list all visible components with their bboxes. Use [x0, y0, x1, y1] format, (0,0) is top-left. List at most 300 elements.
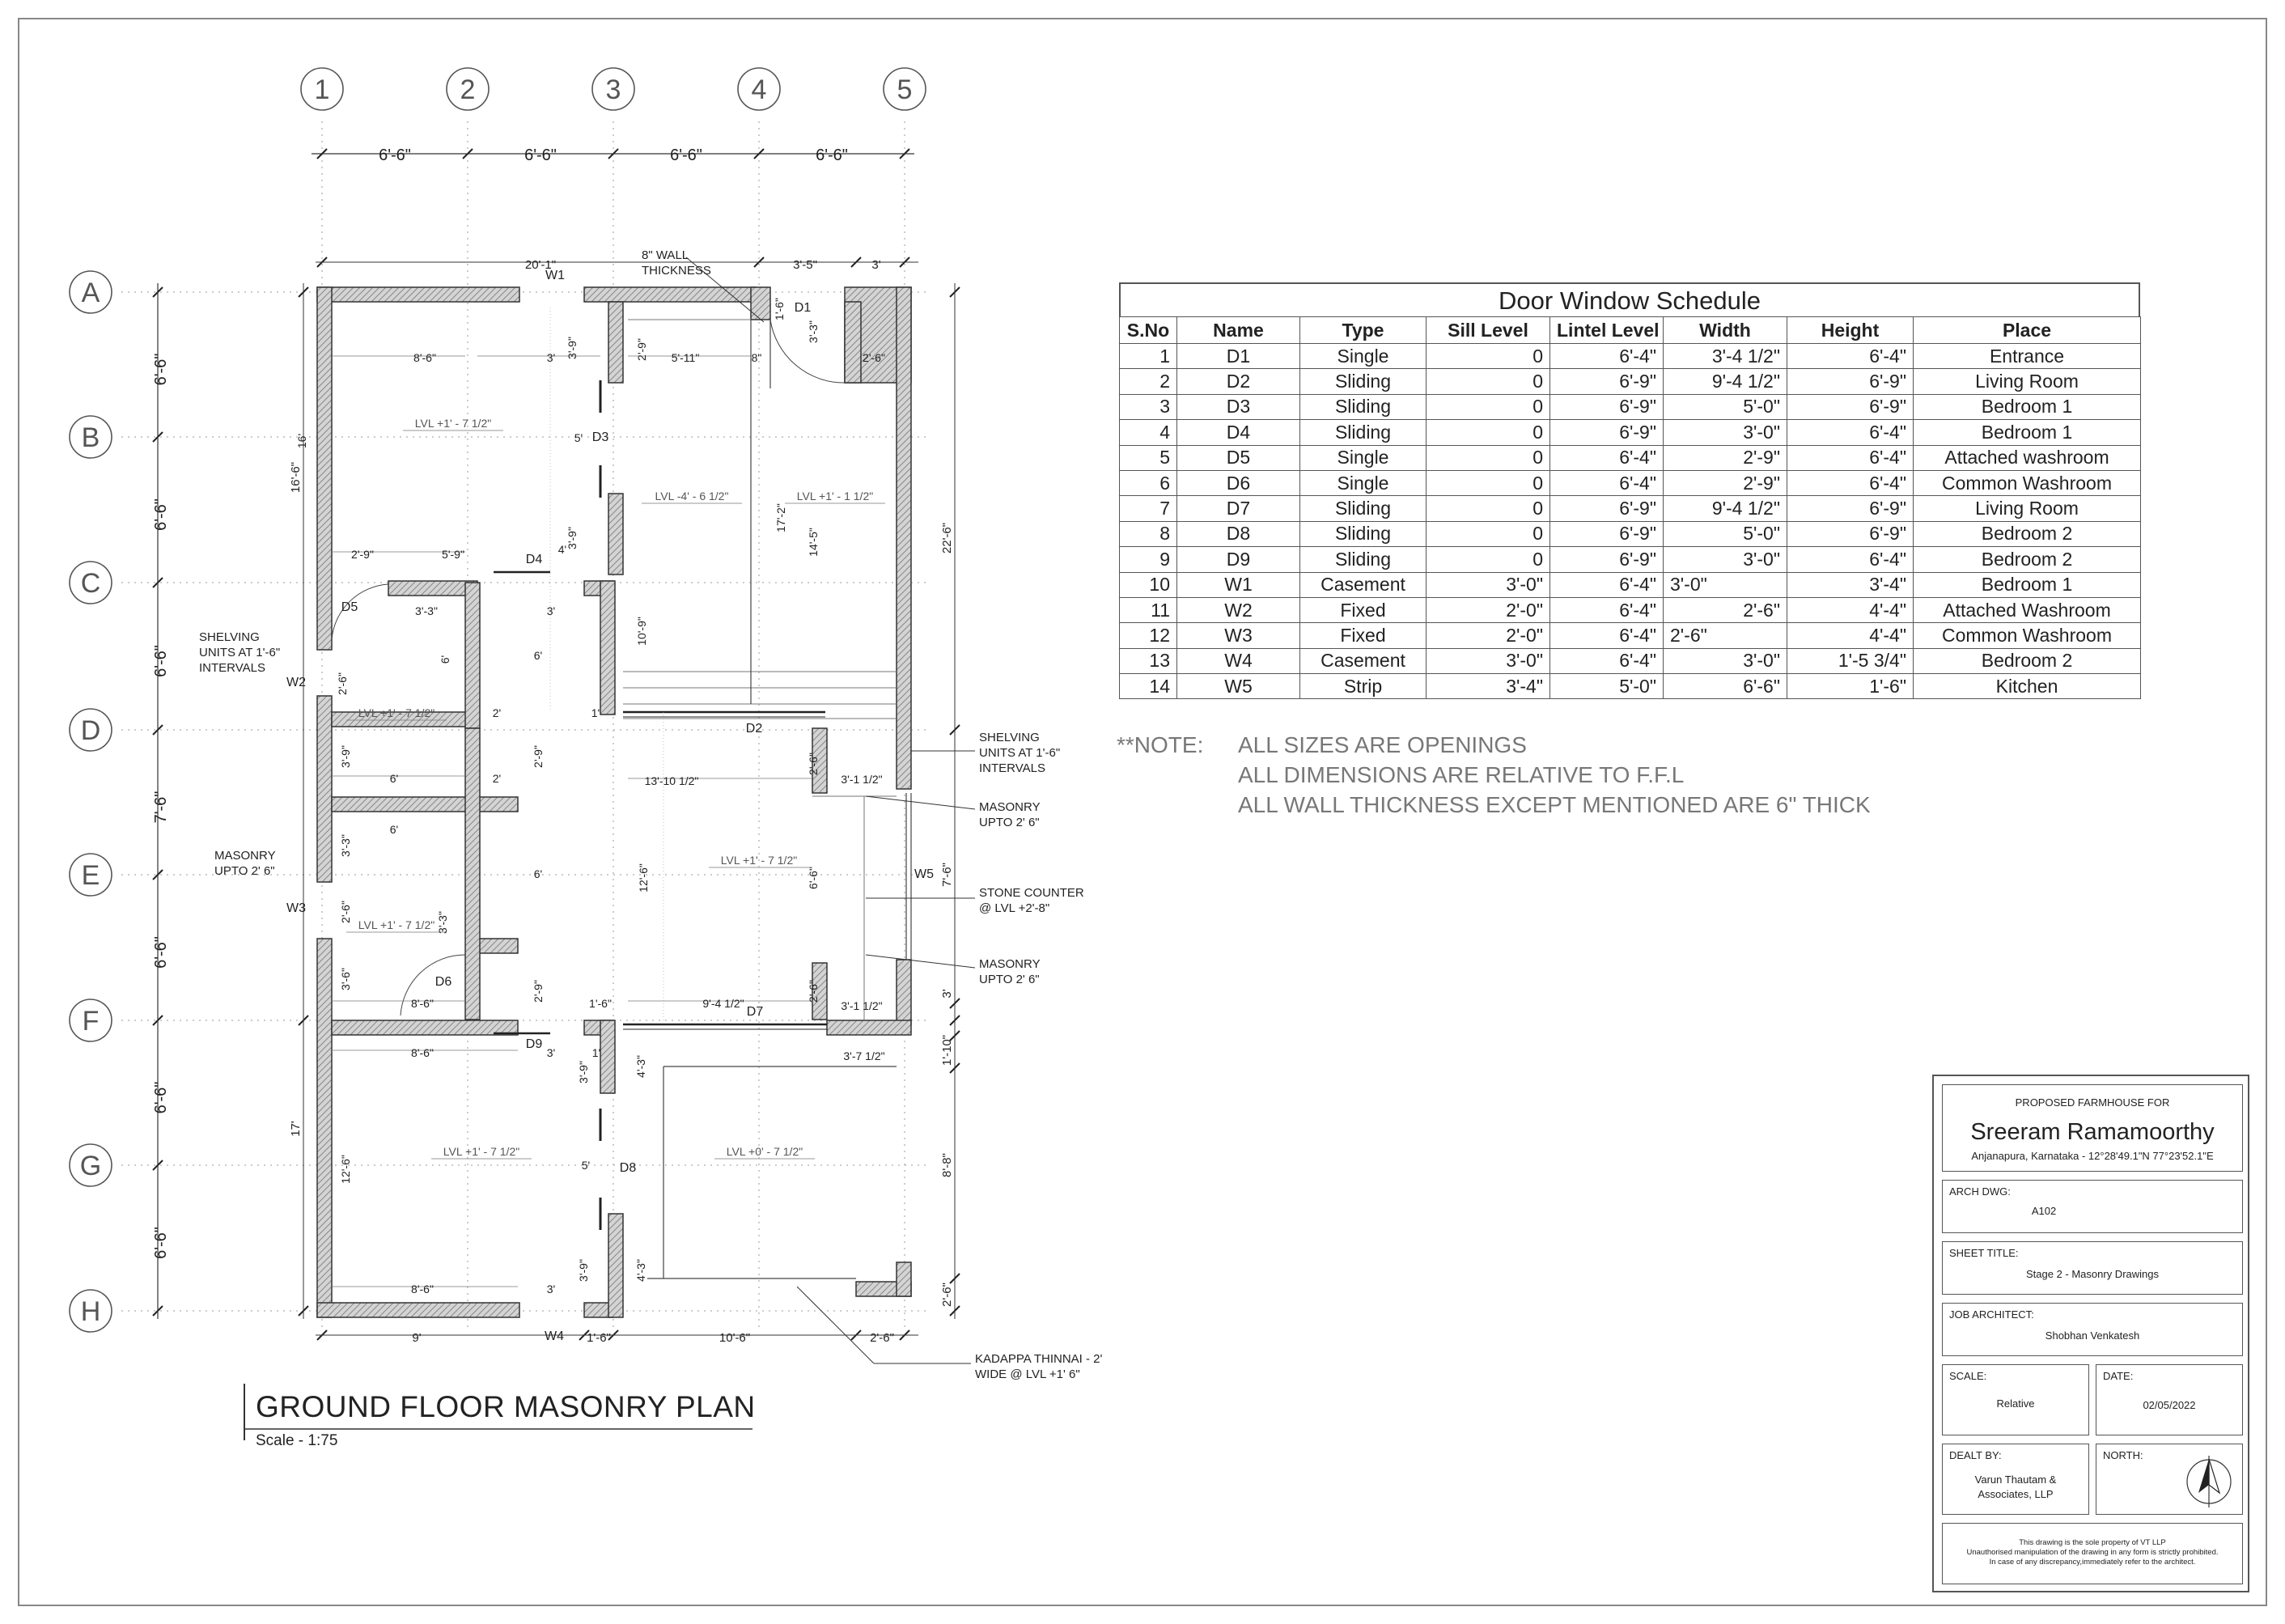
schedule-cell: Single [1300, 470, 1427, 495]
dealt-by-label: DEALT BY: [1949, 1449, 2002, 1461]
dimension-label: 6' [389, 823, 399, 836]
schedule-cell: D6 [1177, 470, 1300, 495]
opening-tag: D3 [591, 430, 609, 444]
schedule-cell: 1'-5 3/4" [1787, 648, 1914, 673]
callout-shelving-right: INTERVALS [979, 761, 1045, 775]
wall-segment [317, 1303, 519, 1317]
schedule-column-header: Place [1914, 317, 2141, 344]
plan-label: 16'-6" [289, 461, 303, 494]
wall-segment [332, 797, 518, 812]
schedule-cell: 0 [1427, 394, 1550, 419]
schedule-row [1120, 597, 2141, 622]
dimension-label: 3'-9" [577, 1259, 590, 1282]
callout-wall-thickness: THICKNESS [642, 264, 711, 278]
schedule-cell: 6'-9" [1787, 369, 1914, 394]
wall-segment [600, 581, 615, 714]
grid-row-label: A [81, 278, 100, 308]
schedule-cell: 6'-9" [1550, 369, 1664, 394]
disclaimer-line3: In case of any discrepancy,immediately refer to the architect. [1989, 1558, 2196, 1567]
project-location: Anjanapura, Karnataka - 12°28'49.1"N 77°23'52.1"E [1971, 1150, 2214, 1162]
schedule-cell: 6'-4" [1550, 623, 1664, 648]
schedule-cell: 6'-9" [1787, 394, 1914, 419]
plan-annotations [152, 146, 1102, 1381]
schedule-cell: 3'-0" [1427, 572, 1550, 597]
scale-value: Relative [1996, 1397, 2035, 1410]
callout-kadappa: KADAPPA THINNAI - 2' [975, 1352, 1103, 1366]
schedule-cell: 6'-4" [1787, 547, 1914, 572]
sheet-title-value: Stage 2 - Masonry Drawings [2025, 1268, 2159, 1280]
schedule-cell: 3'-4 1/2" [1664, 344, 1787, 369]
wall-segment [388, 581, 477, 596]
plan-label: 3' [871, 258, 881, 272]
wall-segment [317, 287, 332, 650]
opening-tag: D8 [619, 1161, 637, 1175]
level-tag: LVL -4' - 6 1/2" [655, 490, 729, 502]
note-line: ALL WALL THICKNESS EXCEPT MENTIONED ARE 6" THICK [1238, 792, 1871, 817]
opening-tag: D4 [525, 553, 543, 566]
schedule-cell: Bedroom 1 [1914, 572, 2141, 597]
schedule-cell: 6'-4" [1550, 648, 1664, 673]
grid-spacing-label: 6'-6" [152, 353, 170, 386]
schedule-row [1120, 572, 2141, 597]
grid-spacing-label: 6'-6" [816, 146, 848, 164]
schedule-cell: D2 [1177, 369, 1300, 394]
grid-spacing-label: 6'-6" [152, 936, 170, 969]
wall-segment [608, 302, 623, 383]
wall-segment [827, 1020, 911, 1035]
wall-segment [584, 287, 756, 302]
schedule-column-header: Sill Level [1427, 317, 1550, 344]
grid-spacing-label: 6'-6" [524, 146, 557, 164]
schedule-column-header: Type [1300, 317, 1427, 344]
schedule-row [1120, 521, 2141, 546]
dimension-label: 3'-1 1/2" [841, 999, 883, 1012]
schedule-cell: W5 [1177, 674, 1300, 699]
schedule-title: Door Window Schedule [1119, 282, 2140, 316]
dimension-label: 5'-11" [671, 351, 700, 364]
schedule-cell: Bedroom 2 [1914, 547, 2141, 572]
wall-segment [317, 696, 332, 882]
schedule-cell: 2'-0" [1427, 597, 1550, 622]
grid-column-label: 3 [605, 74, 621, 105]
grid-spacing-label: 6'-6" [152, 1227, 170, 1259]
scale-box [1942, 1364, 2089, 1435]
north-box [2096, 1444, 2243, 1515]
grid-spacing-label: 6'-6" [670, 146, 702, 164]
schedule-cell: 3'-0" [1664, 572, 1787, 597]
callout-shelving-right: SHELVING [979, 731, 1040, 744]
grid-spacing-label: 6'-6" [152, 498, 170, 531]
grid-row-label: B [81, 422, 100, 453]
opening-tag: D7 [746, 1005, 764, 1019]
schedule-cell: D7 [1177, 496, 1300, 521]
scale-label: SCALE: [1949, 1370, 1987, 1382]
schedule-cell: 2'-0" [1427, 623, 1550, 648]
schedule-cell: Bedroom 1 [1914, 420, 2141, 445]
dimension-label: 17'-2" [774, 503, 787, 532]
schedule-cell: 0 [1427, 420, 1550, 445]
dealt-by-line1: Varun Thautam & [1974, 1473, 2057, 1486]
grid-column-label: 2 [460, 74, 476, 105]
dimension-label: 1' [591, 706, 600, 719]
plan-label: 9' [412, 1331, 422, 1345]
dimension-label: 3'-1 1/2" [841, 773, 883, 786]
dimension-label: 2'-9" [635, 338, 648, 361]
note-line: ALL DIMENSIONS ARE RELATIVE TO F.F.L [1238, 762, 1685, 787]
job-architect-value: Shobhan Venkatesh [2045, 1329, 2140, 1342]
schedule-cell: 9'-4 1/2" [1664, 496, 1787, 521]
schedule-cell: 9'-4 1/2" [1664, 369, 1787, 394]
callout-shelving-left: INTERVALS [199, 661, 265, 675]
plan-label: 3'-5" [793, 258, 817, 272]
project-proposed: PROPOSED FARMHOUSE FOR [2015, 1096, 2170, 1109]
dimension-label: 10'-9" [635, 617, 648, 646]
schedule-cell: 8 [1120, 521, 1177, 546]
callout-shelving-left: UNITS AT 1'-6" [199, 646, 281, 659]
schedule-cell: Fixed [1300, 597, 1427, 622]
dimension-label: 2'-6" [807, 753, 820, 775]
schedule-cell: 3 [1120, 394, 1177, 419]
arch-dwg-label: ARCH DWG: [1949, 1185, 2011, 1198]
door-window-schedule [1119, 282, 2140, 699]
schedule-cell: Strip [1300, 674, 1427, 699]
dimension-label: 3'-3" [436, 911, 449, 934]
dimension-label: 3'-3" [807, 320, 820, 343]
dimension-label: 8'-6" [411, 997, 434, 1010]
wall-segment [897, 287, 911, 789]
schedule-cell: 1 [1120, 344, 1177, 369]
plan-label: 2'-6" [940, 1283, 954, 1307]
north-arrow-icon [2181, 1451, 2237, 1509]
schedule-cell: 0 [1427, 547, 1550, 572]
plan-label: 2'-6" [870, 1331, 894, 1345]
dimension-label: 8'-6" [411, 1283, 434, 1295]
schedule-cell: 2'-6" [1664, 623, 1787, 648]
schedule-row [1120, 623, 2141, 648]
schedule-row [1120, 648, 2141, 673]
wall-segment [332, 1020, 518, 1035]
schedule-cell: 6'-4" [1787, 344, 1914, 369]
schedule-row [1120, 496, 2141, 521]
wall-segment [465, 583, 480, 728]
schedule-column-header: Height [1787, 317, 1914, 344]
schedule-cell: 6'-9" [1550, 394, 1664, 419]
schedule-cell: Kitchen [1914, 674, 2141, 699]
plan-label: 1'-6" [587, 1331, 611, 1345]
north-label: NORTH: [2103, 1449, 2143, 1461]
wall-segment [608, 494, 623, 575]
level-tag: LVL +0' - 7 1/2" [726, 1145, 803, 1158]
grid-row-label: G [79, 1151, 102, 1181]
grid-spacing-label: 6'-6" [152, 645, 170, 677]
job-architect-box [1942, 1303, 2243, 1356]
schedule-row [1120, 394, 2141, 419]
disclaimer-line2: Unauthorised manipulation of the drawing in any form is strictly prohibited. [1966, 1548, 2219, 1557]
schedule-cell: W4 [1177, 648, 1300, 673]
dimension-label: 2'-6" [339, 901, 352, 923]
schedule-cell: Sliding [1300, 521, 1427, 546]
dimension-label: 6' [389, 772, 399, 785]
dimension-label: 6' [439, 655, 451, 664]
title-block [1932, 1075, 2249, 1592]
schedule-table [1119, 316, 2141, 699]
schedule-cell: 3'-4" [1787, 572, 1914, 597]
schedule-cell: Sliding [1300, 394, 1427, 419]
schedule-row [1120, 547, 2141, 572]
plan-label: 3' [940, 989, 954, 999]
schedule-cell: 3'-4" [1427, 674, 1550, 699]
plan-title-underline [235, 1384, 761, 1440]
dimension-label: 2'-6" [863, 351, 885, 364]
callout-shelving-right: UNITS AT 1'-6" [979, 746, 1061, 760]
arch-dwg-number: A102 [2031, 1205, 2057, 1217]
schedule-cell: 6'-9" [1550, 547, 1664, 572]
dimension-label: 8" [751, 351, 762, 364]
schedule-column-header: S.No [1120, 317, 1177, 344]
dimension-label: 12'-6" [637, 863, 650, 893]
grid-row-label: D [80, 715, 101, 746]
dimension-label: 3' [546, 1283, 556, 1295]
schedule-cell: W3 [1177, 623, 1300, 648]
client-name: Sreeram Ramamoorthy [1970, 1119, 2215, 1145]
schedule-cell: 3'-0" [1664, 420, 1787, 445]
dealt-by-box [1942, 1444, 2089, 1515]
dimension-label: 3'-9" [339, 745, 352, 768]
schedule-cell: Common Washroom [1914, 470, 2141, 495]
date-label: DATE: [2103, 1370, 2134, 1382]
schedule-cell: Single [1300, 445, 1427, 470]
wall-segment [317, 287, 519, 302]
grid-spacing-label: 6'-6" [379, 146, 411, 164]
schedule-cell: D3 [1177, 394, 1300, 419]
dimension-label: 1'-6" [773, 298, 786, 320]
callout-stone-counter: STONE COUNTER [979, 886, 1084, 900]
opening-tag: D1 [794, 301, 812, 315]
wall-segment [477, 939, 518, 953]
dimension-label: 9'-4 1/2" [702, 997, 744, 1010]
opening-tag: W4 [545, 1329, 564, 1343]
schedule-cell: Attached Washroom [1914, 597, 2141, 622]
callout-kadappa: WIDE @ LVL +1' 6" [975, 1367, 1080, 1381]
schedule-cell: Common Washroom [1914, 623, 2141, 648]
dimension-label: 2'-6" [807, 980, 820, 1003]
schedule-cell: 3'-0" [1664, 648, 1787, 673]
schedule-cell: 0 [1427, 470, 1550, 495]
level-tag: LVL +1' - 7 1/2" [358, 918, 435, 931]
schedule-column-header: Name [1177, 317, 1300, 344]
schedule-cell: Sliding [1300, 420, 1427, 445]
dimension-label: 3'-3" [339, 834, 352, 857]
level-tag: LVL +1' - 7 1/2" [414, 417, 492, 430]
schedule-cell: D9 [1177, 547, 1300, 572]
schedule-cell: Casement [1300, 572, 1427, 597]
schedule-cell: 0 [1427, 521, 1550, 546]
dimension-label: 2'-9" [532, 980, 545, 1003]
schedule-column-header: Width [1664, 317, 1787, 344]
plan-label: 20'-1" [524, 258, 557, 272]
schedule-cell: 6'-9" [1787, 521, 1914, 546]
schedule-cell: 6'-4" [1550, 470, 1664, 495]
dimension-label: 2'-9" [532, 745, 545, 768]
schedule-column-header: Lintel Level [1550, 317, 1664, 344]
dimension-label: 6' [533, 867, 543, 880]
schedule-cell: 6'-4" [1550, 597, 1664, 622]
schedule-cell: 6'-4" [1787, 470, 1914, 495]
plan-label: 22'-6" [940, 522, 954, 554]
dimension-label: 6'-6" [807, 867, 820, 889]
dimension-label: 3'-9" [566, 337, 579, 359]
opening-tag: W2 [286, 676, 306, 689]
schedule-cell: 2'-9" [1664, 445, 1787, 470]
schedule-cell: 6'-4" [1787, 420, 1914, 445]
schedule-cell: Living Room [1914, 496, 2141, 521]
dimension-label: 2' [492, 706, 502, 719]
schedule-cell: 6 [1120, 470, 1177, 495]
notes-label: **NOTE: [1117, 732, 1204, 757]
schedule-cell: Bedroom 2 [1914, 648, 2141, 673]
project-box [1942, 1084, 2243, 1172]
schedule-cell: 0 [1427, 369, 1550, 394]
schedule-cell: 2'-6" [1664, 597, 1787, 622]
plan-scale: Scale - 1:75 [256, 1432, 338, 1449]
schedule-cell: 6'-4" [1550, 572, 1664, 597]
opening-tag: D5 [341, 600, 358, 614]
schedule-cell: Living Room [1914, 369, 2141, 394]
job-architect-label: JOB ARCHITECT: [1949, 1308, 2034, 1321]
schedule-body [1120, 344, 2141, 699]
schedule-cell: D1 [1177, 344, 1300, 369]
callout-leader [797, 1287, 874, 1363]
masonry-walls [317, 287, 911, 1317]
schedule-cell: 6'-4" [1550, 445, 1664, 470]
dimension-label: 1'-6" [589, 997, 612, 1010]
opening-tag: W5 [914, 867, 934, 881]
dimension-label: 8'-6" [411, 1046, 434, 1059]
schedule-cell: 7 [1120, 496, 1177, 521]
schedule-cell: 2 [1120, 369, 1177, 394]
schedule-cell: D8 [1177, 521, 1300, 546]
plan-label: 7'-6" [940, 863, 954, 887]
schedule-cell: 5'-0" [1664, 394, 1787, 419]
callout-leader [866, 796, 975, 809]
opening-tag: D6 [435, 975, 452, 989]
dimension-label: 4'-3" [634, 1259, 647, 1282]
grid-column-label: 4 [751, 74, 767, 105]
arch-dwg-box [1942, 1180, 2243, 1233]
grid-row-label: H [80, 1296, 101, 1327]
grid-row-label: F [82, 1006, 100, 1037]
dimension-label: 3'-9" [577, 1061, 590, 1083]
dimension-label: 6' [533, 649, 543, 662]
dealt-by-line2: Associates, LLP [1978, 1488, 2054, 1500]
disclaimer-line1: This drawing is the sole property of VT LLP [2019, 1538, 2166, 1547]
schedule-row [1120, 470, 2141, 495]
plan-label: 10'-6" [719, 1331, 751, 1345]
sheet-title-label: SHEET TITLE: [1949, 1247, 2019, 1259]
schedule-cell: 0 [1427, 344, 1550, 369]
disclaimer-box [1942, 1523, 2243, 1584]
callout-stone-counter: @ LVL +2'-8" [979, 901, 1050, 915]
schedule-cell: W1 [1177, 572, 1300, 597]
schedule-cell: 13 [1120, 648, 1177, 673]
schedule-cell: 0 [1427, 496, 1550, 521]
level-tag: LVL +1' - 7 1/2" [443, 1145, 520, 1158]
callout-shelving-left: SHELVING [199, 630, 260, 644]
grid-row-label: E [81, 860, 100, 891]
schedule-cell: Casement [1300, 648, 1427, 673]
schedule-cell: 6'-9" [1787, 496, 1914, 521]
schedule-header-row [1120, 317, 2141, 344]
callout-masonry-left: UPTO 2' 6" [214, 864, 275, 878]
dimension-label: 3'-6" [339, 968, 352, 990]
schedule-row [1120, 369, 2141, 394]
schedule-cell: 5'-0" [1664, 521, 1787, 546]
callout-masonry-right: MASONRY [979, 957, 1041, 971]
dimension-label: 8'-6" [413, 351, 436, 364]
wall-segment [465, 728, 480, 1020]
door-swing-arc [332, 584, 388, 639]
date-value: 02/05/2022 [2143, 1399, 2196, 1411]
opening-tag: W1 [545, 269, 565, 282]
dimension-label: 2'-6" [336, 672, 349, 695]
schedule-cell: 5 [1120, 445, 1177, 470]
dimension-label: 16' [295, 433, 308, 449]
dimension-label: 5'-9" [442, 548, 464, 561]
schedule-cell: 1'-6" [1787, 674, 1914, 699]
schedule-cell: 5'-0" [1550, 674, 1664, 699]
sheet-title-box [1942, 1241, 2243, 1295]
grid-column-label: 1 [314, 74, 330, 105]
dimension-label: 2'-9" [351, 548, 374, 561]
wall-segment [751, 287, 770, 320]
schedule-cell: Attached washroom [1914, 445, 2141, 470]
date-box [2096, 1364, 2243, 1435]
callout-wall-thickness: 8" WALL [642, 248, 689, 262]
plan-label: 1'-10" [940, 1034, 954, 1066]
wall-segment [317, 939, 332, 1317]
schedule-row [1120, 420, 2141, 445]
callout-leader [866, 955, 975, 968]
wall-segment [897, 1262, 911, 1296]
grid-row-label: C [80, 568, 101, 599]
callout-masonry-right: UPTO 2' 6" [979, 816, 1040, 829]
dimension-label: 14'-5" [807, 528, 820, 557]
dimension-label: 3' [546, 351, 556, 364]
schedule-row [1120, 344, 2141, 369]
grid-spacing-label: 6'-6" [152, 1081, 170, 1114]
dimension-label: 3'-3" [415, 604, 438, 617]
schedule-cell: 6'-6" [1664, 674, 1787, 699]
schedule-cell: 6'-9" [1550, 420, 1664, 445]
level-tag: LVL +1' - 7 1/2" [358, 706, 435, 719]
dimension-label: 4' [557, 543, 567, 556]
schedule-row [1120, 674, 2141, 699]
dimension-label: 3' [546, 604, 556, 617]
dimension-label: 3' [546, 1046, 556, 1059]
dimension-label: 13'-10 1/2" [644, 774, 699, 787]
grid-spacing-label: 7'-6" [152, 791, 170, 824]
schedule-cell: Bedroom 2 [1914, 521, 2141, 546]
schedule-cell: 6'-4" [1550, 344, 1664, 369]
dimension-label: 1' [591, 1046, 601, 1059]
schedule-cell: D5 [1177, 445, 1300, 470]
schedule-cell: D4 [1177, 420, 1300, 445]
schedule-cell: Sliding [1300, 496, 1427, 521]
dimension-label: 3'-7 1/2" [843, 1049, 885, 1062]
schedule-cell: Fixed [1300, 623, 1427, 648]
callout-masonry-right: MASONRY [979, 800, 1041, 814]
wall-segment [608, 1214, 623, 1317]
